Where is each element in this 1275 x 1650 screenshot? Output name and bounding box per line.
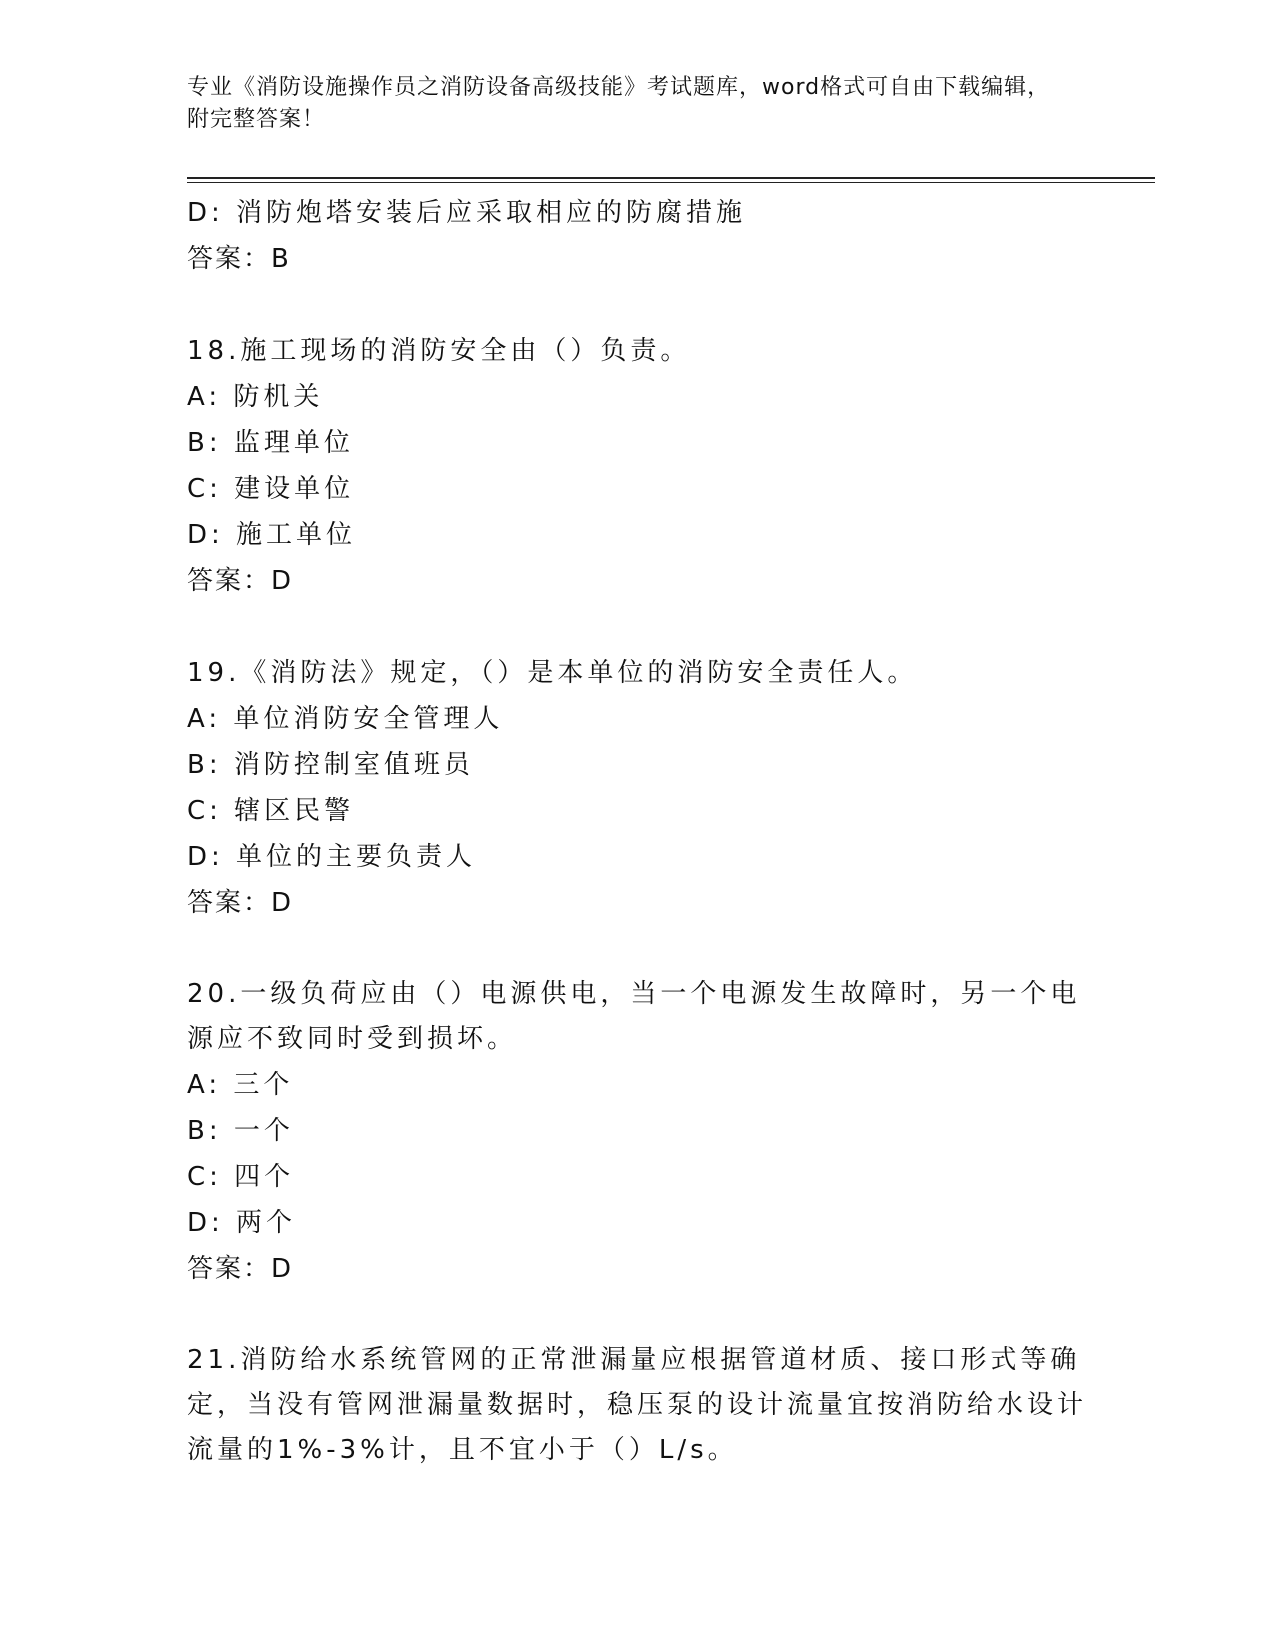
option-a: A: 防机关 <box>187 382 324 412</box>
question-content <box>187 190 1087 1473</box>
option-b: B: 监理单位 <box>187 428 354 458</box>
option-c: C: 四个 <box>187 1162 295 1192</box>
spacer <box>187 1292 1087 1338</box>
option-d: D: 两个 <box>187 1208 297 1238</box>
option-c: C: 建设单位 <box>187 474 355 504</box>
option-d: D: 施工单位 <box>187 520 357 550</box>
question-19 <box>187 650 1087 926</box>
answer: 答案：D <box>187 566 294 596</box>
question-18 <box>187 328 1087 604</box>
question-21 <box>187 1338 1087 1473</box>
option-c: C: 辖区民警 <box>187 796 355 826</box>
question-stem: 18.施工现场的消防安全由（）负责。 <box>187 336 691 366</box>
spacer <box>187 282 1087 328</box>
option-a: A: 三个 <box>187 1070 294 1100</box>
previous-option-d: D: 消防炮塔安装后应采取相应的防腐措施 <box>187 198 747 228</box>
spacer <box>187 604 1087 650</box>
question-20 <box>187 972 1087 1292</box>
answer: 答案：D <box>187 888 294 918</box>
header-divider <box>187 177 1155 179</box>
question-stem: 21.消防给水系统管网的正常泄漏量应根据管道材质、接口形式等确定，当没有管网泄漏量数据时，稳压泵的设计流量宜按消防给水设计流量的1%-3%计，且不宜小于（）L/s。 <box>187 1345 1088 1465</box>
previous-answer: 答案：B <box>187 244 291 274</box>
question-stem: 20.一级负荷应由（）电源供电，当一个电源发生故障时，另一个电源应不致同时受到损坏。 <box>187 979 1081 1054</box>
option-d: D: 单位的主要负责人 <box>187 842 477 872</box>
option-b: B: 消防控制室值班员 <box>187 750 474 780</box>
spacer <box>187 926 1087 972</box>
question-stem: 19.《消防法》规定，（）是本单位的消防安全责任人。 <box>187 658 918 688</box>
answer: 答案：D <box>187 1254 294 1284</box>
option-b: B: 一个 <box>187 1116 294 1146</box>
option-a: A: 单位消防安全管理人 <box>187 704 504 734</box>
document-header: 专业《消防设施操作员之消防设备高级技能》考试题库，word格式可自由下载编辑，附完整答案！ <box>187 75 1051 132</box>
header-divider-thin <box>187 182 1155 183</box>
